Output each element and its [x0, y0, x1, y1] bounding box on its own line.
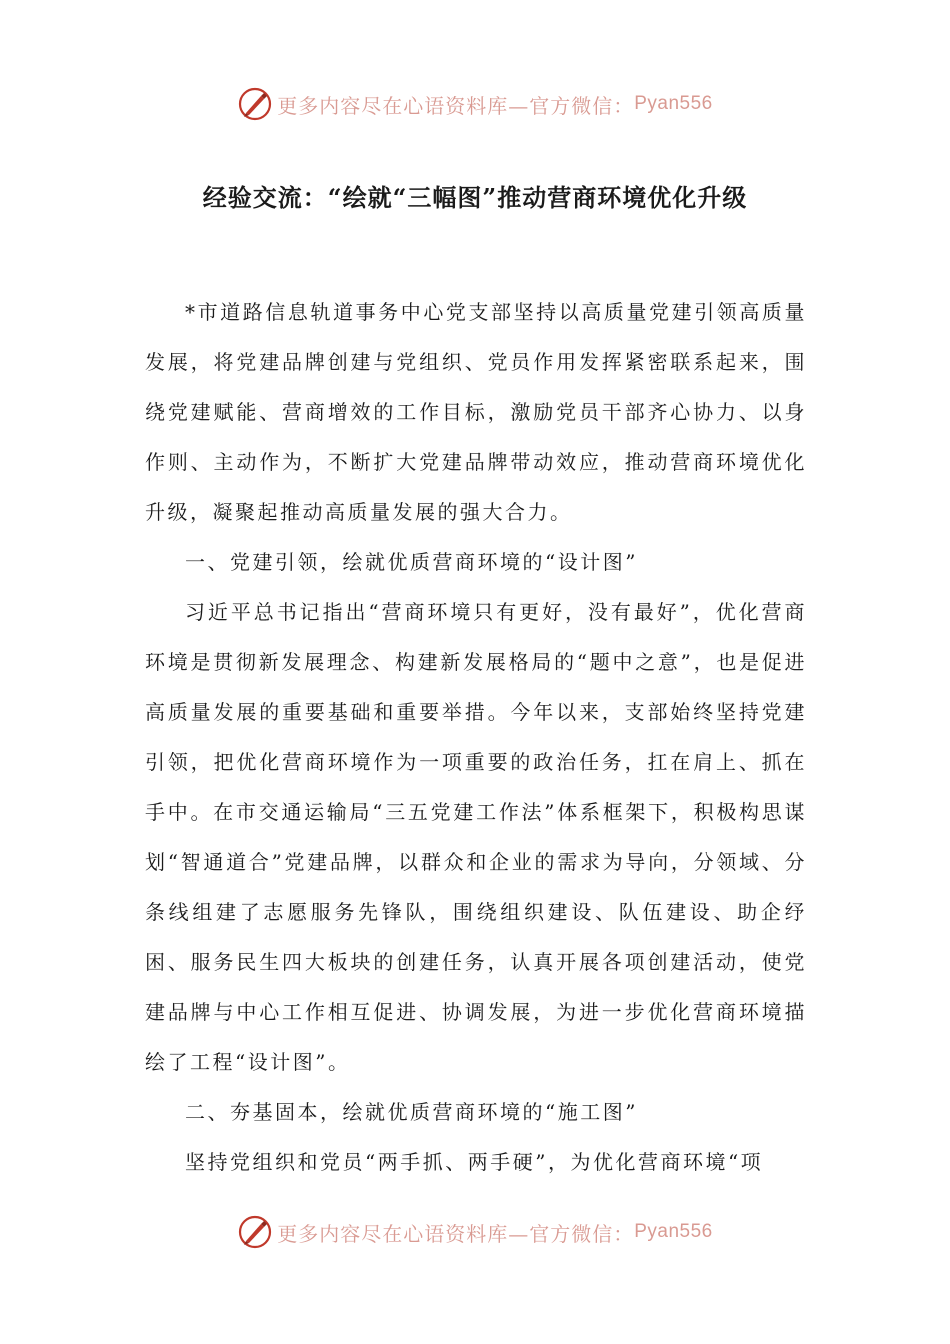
- paragraph-intro: *市道路信息轨道事务中心党支部坚持以高质量党建引领高质量发展，将党建品牌创建与党组织、党员作用发挥紧密联系起来，围绕党建赋能、营商增效的工作目标，激励党员干部齐心协力、以身作则、主动作为，不断扩大党建品牌带动效应，推动营商环境优化升级，凝聚起推动高质量发展的强大合力。: [145, 300, 807, 524]
- watermark-wechat-id: Pyan556: [634, 1221, 713, 1242]
- watermark-text: 更多内容尽在心语资料库—官方微信：: [277, 1221, 635, 1246]
- paragraph-section-1: 习近平总书记指出“营商环境只有更好，没有最好”，优化营商环境是贯彻新发展理念、构建新发展格局的“题中之意”，也是促进高质量发展的重要基础和重要举措。今年以来，支部始终坚持党建引领，把优化营商环境作为一项重要的政治任务，扛在肩上、抓在手中。在市交通运输局“三五党建工作法”体系框架下，积极构思谋划“智通道合”党建品牌，以群众和企业的需求为导向，分领域、分条线组建了志愿服务先锋队，围绕组织建设、队伍建设、助企纾困、服务民生四大板块的创建任务，认真开展各项创建活动，使党建品牌与中心工作相互促进、协调发展，为进一步优化营商环境描绘了工程“设计图”。: [145, 600, 807, 1074]
- document-body: [145, 287, 807, 1187]
- section-heading-1: 一、党建引领，绘就优质营商环境的“设计图”: [185, 550, 638, 574]
- watermark-text: 更多内容尽在心语资料库—官方微信：: [277, 93, 635, 118]
- pen-logo-icon: [237, 86, 273, 122]
- watermark-header: [0, 84, 950, 124]
- watermark-footer: [0, 1212, 950, 1252]
- section-heading-2: 二、夯基固本，绘就优质营商环境的“施工图”: [185, 1100, 638, 1124]
- document-title: 经验交流：“绘就“三幅图”推动营商环境优化升级: [202, 183, 748, 212]
- paragraph-section-2: 坚持党组织和党员“两手抓、两手硬”，为优化营商环境“项: [185, 1150, 764, 1174]
- watermark-wechat-id: Pyan556: [634, 93, 713, 114]
- pen-logo-icon: [237, 1214, 273, 1250]
